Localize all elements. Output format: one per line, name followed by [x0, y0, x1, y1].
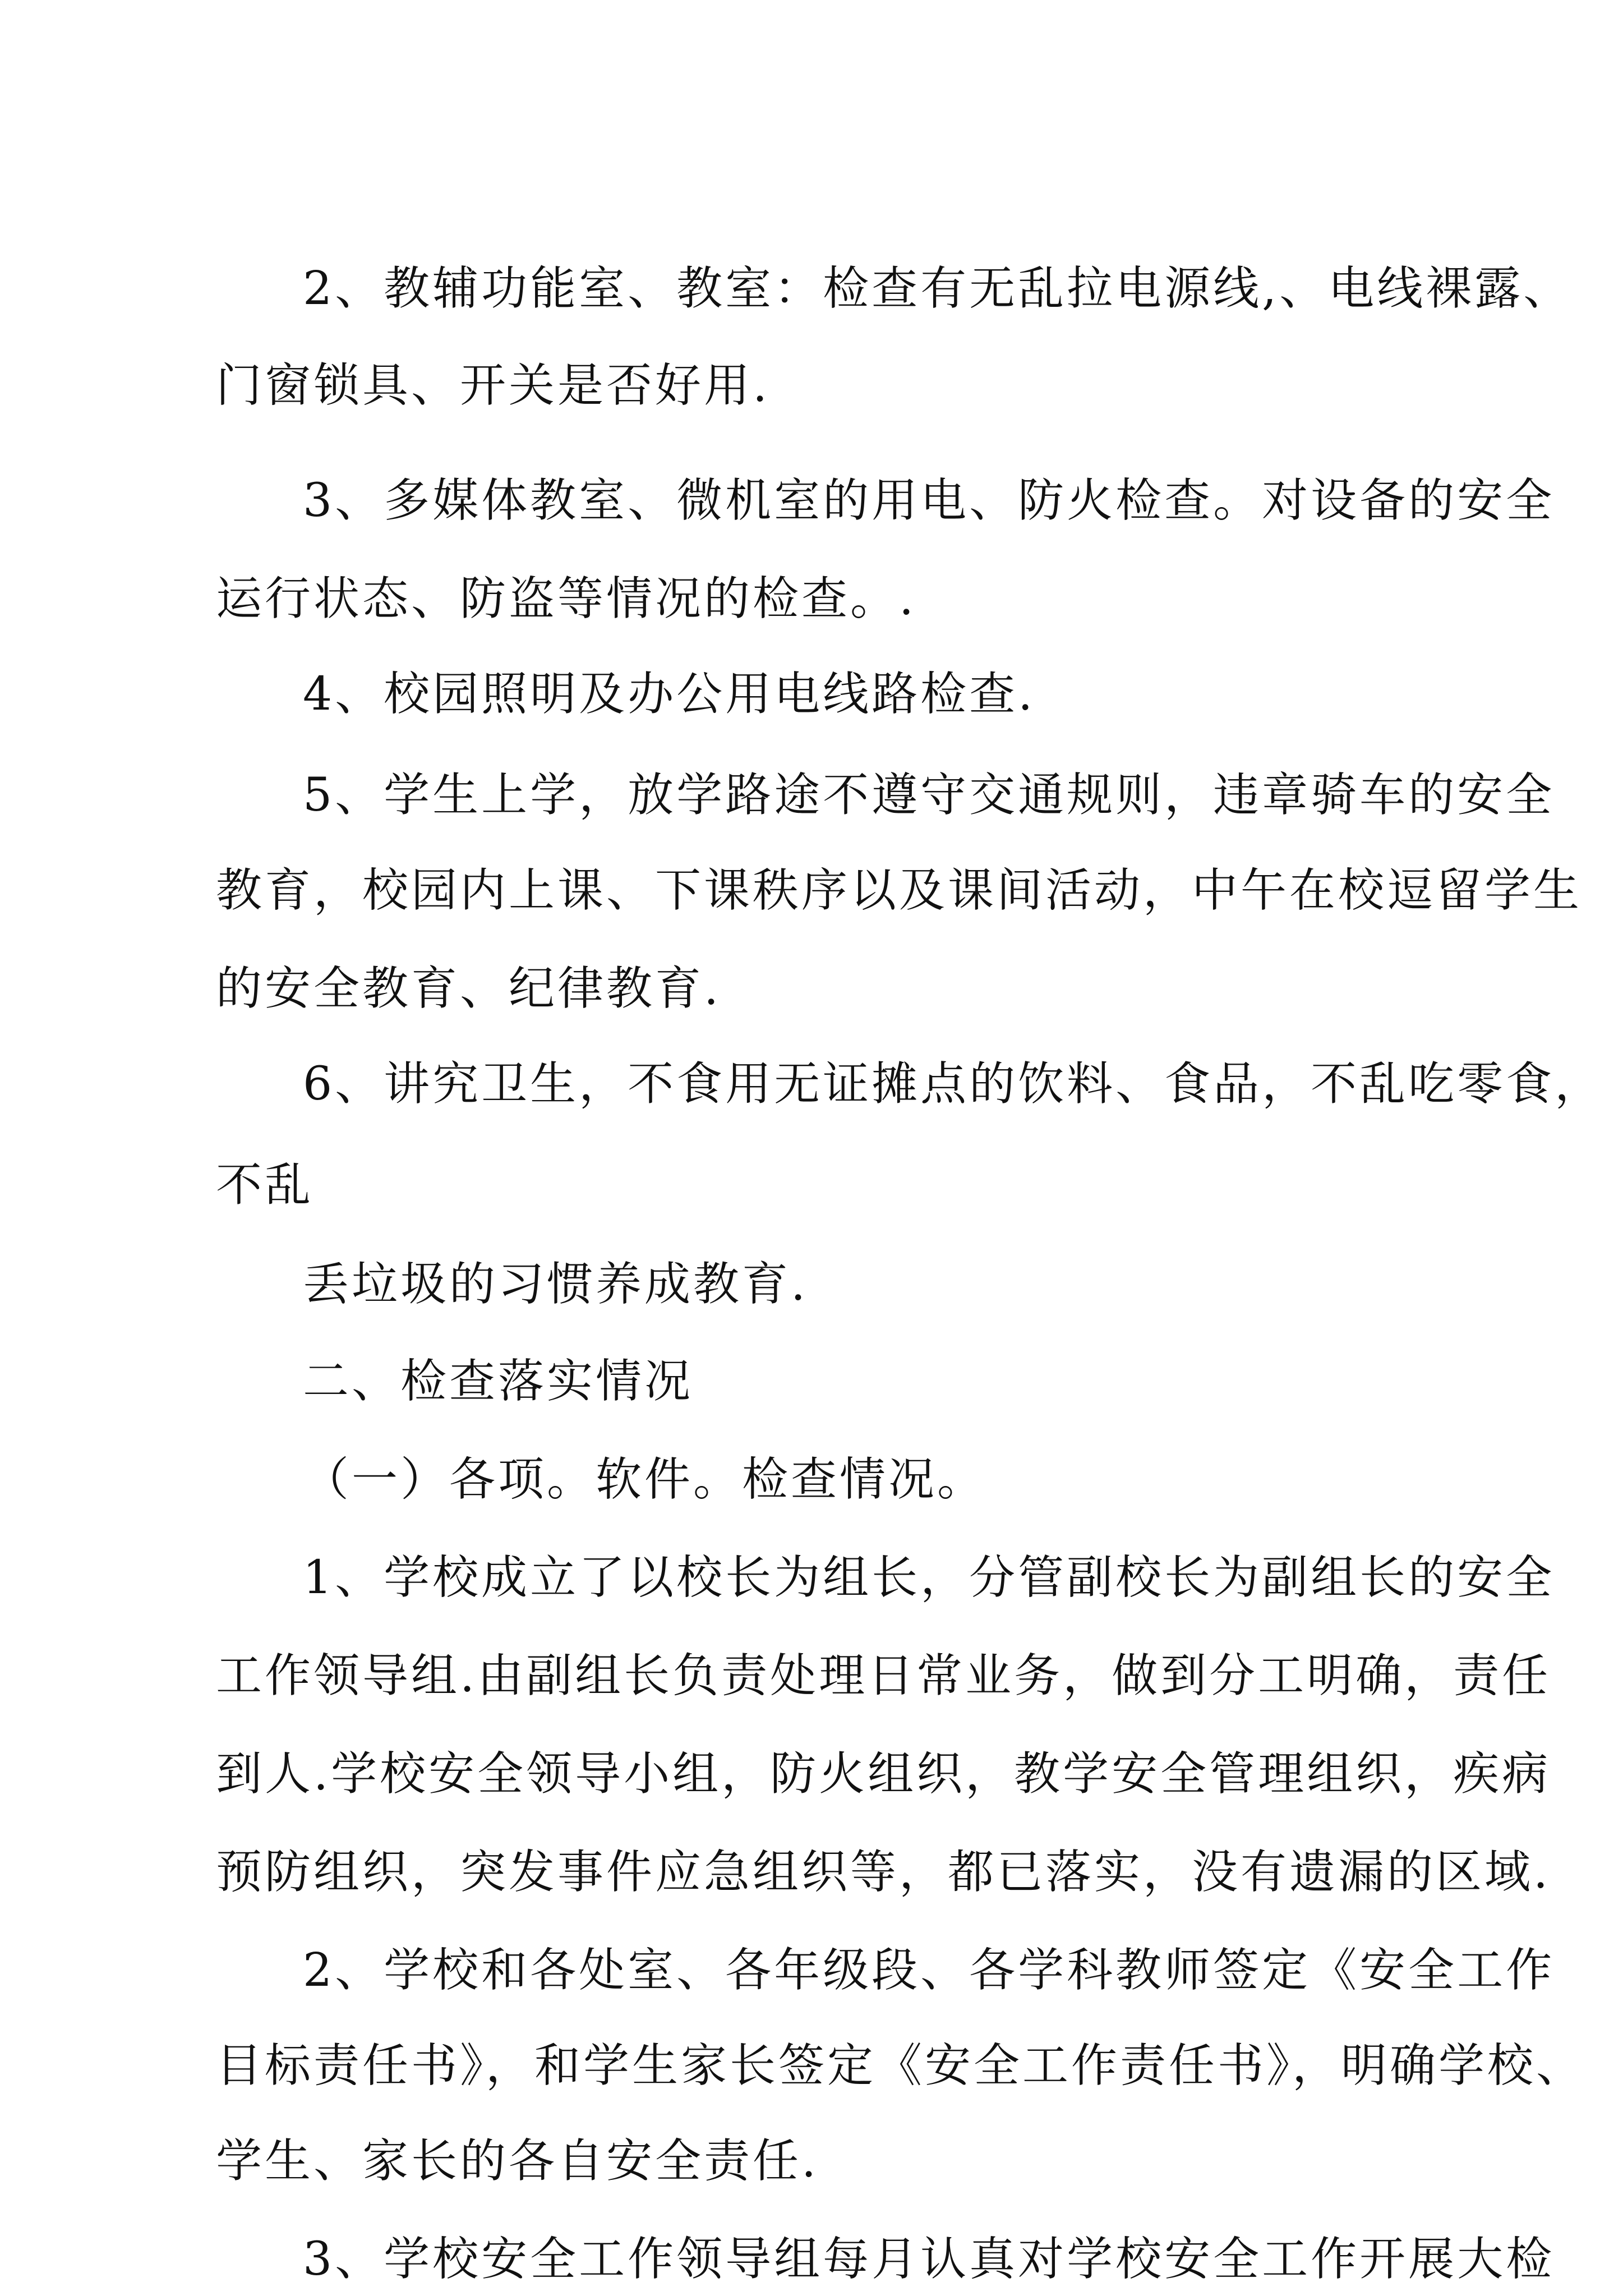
paragraph-line: 不乱 — [216, 1158, 314, 1212]
paragraph-line: 教育，校园内上课、下课秩序以及课间活动，中午在校逗留学生 — [216, 864, 1583, 917]
paragraph-line: 3、学校安全工作领导组每月认真对学校安全工作开展大检 — [303, 2233, 1555, 2286]
paragraph-line: 6、讲究卫生，不食用无证摊点的饮料、食品，不乱吃零食， — [303, 1057, 1604, 1111]
paragraph-line: 的安全教育、纪律教育. — [216, 962, 722, 1015]
paragraph-line: 4、校园照明及办公用电线路检查. — [303, 668, 1036, 721]
paragraph-line: 门窗锁具、开关是否好用. — [216, 359, 771, 412]
paragraph-line: 3、多媒体教室、微机室的用电、防火检查。对设备的安全 — [303, 474, 1555, 527]
paragraph-line: 运行状态、防盗等情况的检查。. — [216, 572, 917, 625]
paragraph-line: 丢垃圾的习惯养成教育. — [303, 1258, 809, 1311]
paragraph-line: 1、学校成立了以校长为组长，分管副校长为副组长的安全 — [303, 1551, 1555, 1604]
section-heading: 二、检查落实情况 — [303, 1355, 694, 1408]
paragraph-line: 预防组织，突发事件应急组织等，都已落实，没有遗漏的区域. — [216, 1846, 1551, 1899]
paragraph-line: 2、学校和各处室、各年级段、各学科教师签定《安全工作 — [303, 1944, 1555, 1997]
subsection-heading: （一）各项。软件。检查情况。 — [303, 1453, 986, 1506]
paragraph-line: 2、教辅功能室、教室：检查有无乱拉电源线,、电线裸露、 — [303, 262, 1573, 315]
paragraph-line: 工作领导组.由副组长负责处理日常业务，做到分工明确，责任 — [216, 1649, 1551, 1703]
paragraph-line: 目标责任书》，和学生家长签定《安全工作责任书》，明确学校、 — [216, 2039, 1585, 2092]
paragraph-line: 学生、家长的各自安全责任. — [216, 2134, 819, 2188]
paragraph-line: 到人.学校安全领导小组，防火组织，教学安全管理组织，疾病 — [216, 1747, 1551, 1801]
paragraph-line: 5、学生上学，放学路途不遵守交通规则，违章骑车的安全 — [303, 769, 1555, 822]
